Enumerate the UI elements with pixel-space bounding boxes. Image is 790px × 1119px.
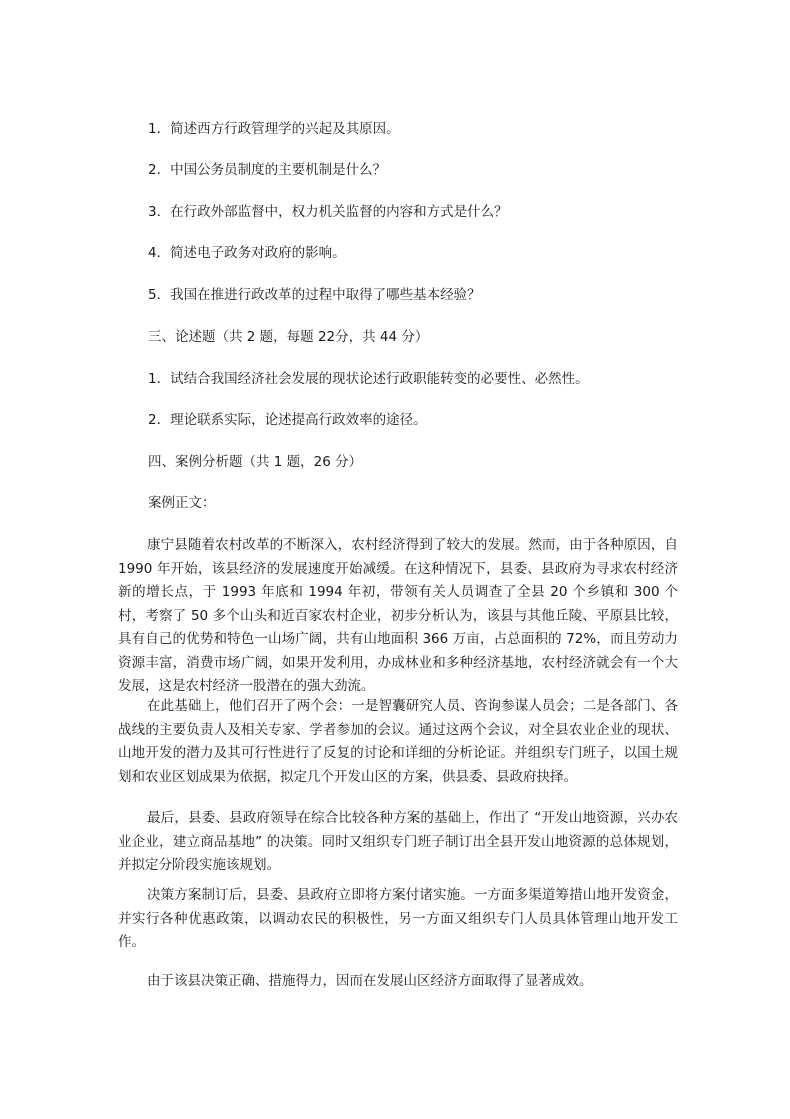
case-paragraph-4 xyxy=(118,884,678,955)
case-section-heading: 四、案例分析题（共 1 题，26 分） xyxy=(148,454,363,470)
short-answer-question-1: 1．简述西方行政管理学的兴起及其原因。 xyxy=(148,121,400,137)
case-paragraph-5 xyxy=(118,970,678,994)
essay-question-2: 2．理论联系实际，论述提高行政效率的途径。 xyxy=(148,412,427,428)
case-paragraph-3-text: 最后，县委、县政府领导在综合比较各种方案的基础上，作出了 “开发山地资源，兴办农业企业，建立商品基地” 的决策。同时又组织专门班子制订出全县开发山地资源的总体规划，并拟定分阶段实施该规划。 xyxy=(118,810,678,873)
case-paragraph-4-text: 决策方案制订后，县委、县政府立即将方案付诸实施。一方面多渠道筹措山地开发资金，并实行各种优惠政策，以调动农民的积极性，另一方面又组织专门人员具体管理山地开发工作。 xyxy=(118,887,678,950)
short-answer-question-2: 2．中国公务员制度的主要机制是什么？ xyxy=(148,162,387,178)
case-paragraph-1-text: 康宁县随着农村改革的不断深入，农村经济得到了较大的发展。然而，由于各种原因，自 1990 年开始，该县经济的发展速度开始减缓。在这种情况下，县委、县政府为寻求农村经济新的增长点，于 1993 年底和 1994 年初，带领有关人员调查了全县 20 个乡镇和 300 个村，考察了 50 多个山头和近百家农村企业，初步分析认为，该县与其他丘陵、平原县比较，具有自己的优势和特色一山场广阔，共有山地面积 366 万亩，占总面积的 72%，而且劳动力资源丰富，消费市场广阔，如果开发利用，办成林业和多种经济基地，农村经济就会有一个大发展，这是农村经济一股潜在的强大劲流。 xyxy=(118,537,678,694)
short-answer-question-5: 5．我国在推进行政改革的过程中取得了哪些基本经验？ xyxy=(148,287,481,303)
short-answer-question-4: 4．简述电子政务对政府的影响。 xyxy=(148,245,346,261)
essay-question-1: 1．试结合我国经济社会发展的现状论述行政职能转变的必要性、必然性。 xyxy=(148,371,589,387)
case-paragraph-1 xyxy=(118,534,678,699)
short-answer-question-3: 3．在行政外部监督中，权力机关监督的内容和方式是什么？ xyxy=(148,204,508,220)
case-paragraph-2-text: 在此基础上，他们召开了两个会：一是智囊研究人员、咨询参谋人员会；二是各部门、各战线的主要负责人及相关专家、学者参加的会议。通过这两个会议，对全县农业企业的现状、山地开发的潜力及其可行性进行了反复的讨论和详细的分析论证。并组织专门班子，以国土规划和农业区划成果为依据，拟定几个开发山区的方案，供县委、县政府抉择。 xyxy=(118,698,678,785)
case-text-label: 案例正文： xyxy=(148,495,216,511)
case-paragraph-2 xyxy=(118,695,678,789)
case-paragraph-3 xyxy=(118,807,678,878)
essay-section-heading: 三、论述题（共 2 题，每题 22分，共 44 分） xyxy=(148,329,429,345)
case-paragraph-5-text: 由于该县决策正确、措施得力，因而在发展山区经济方面取得了显著成效。 xyxy=(147,973,593,989)
